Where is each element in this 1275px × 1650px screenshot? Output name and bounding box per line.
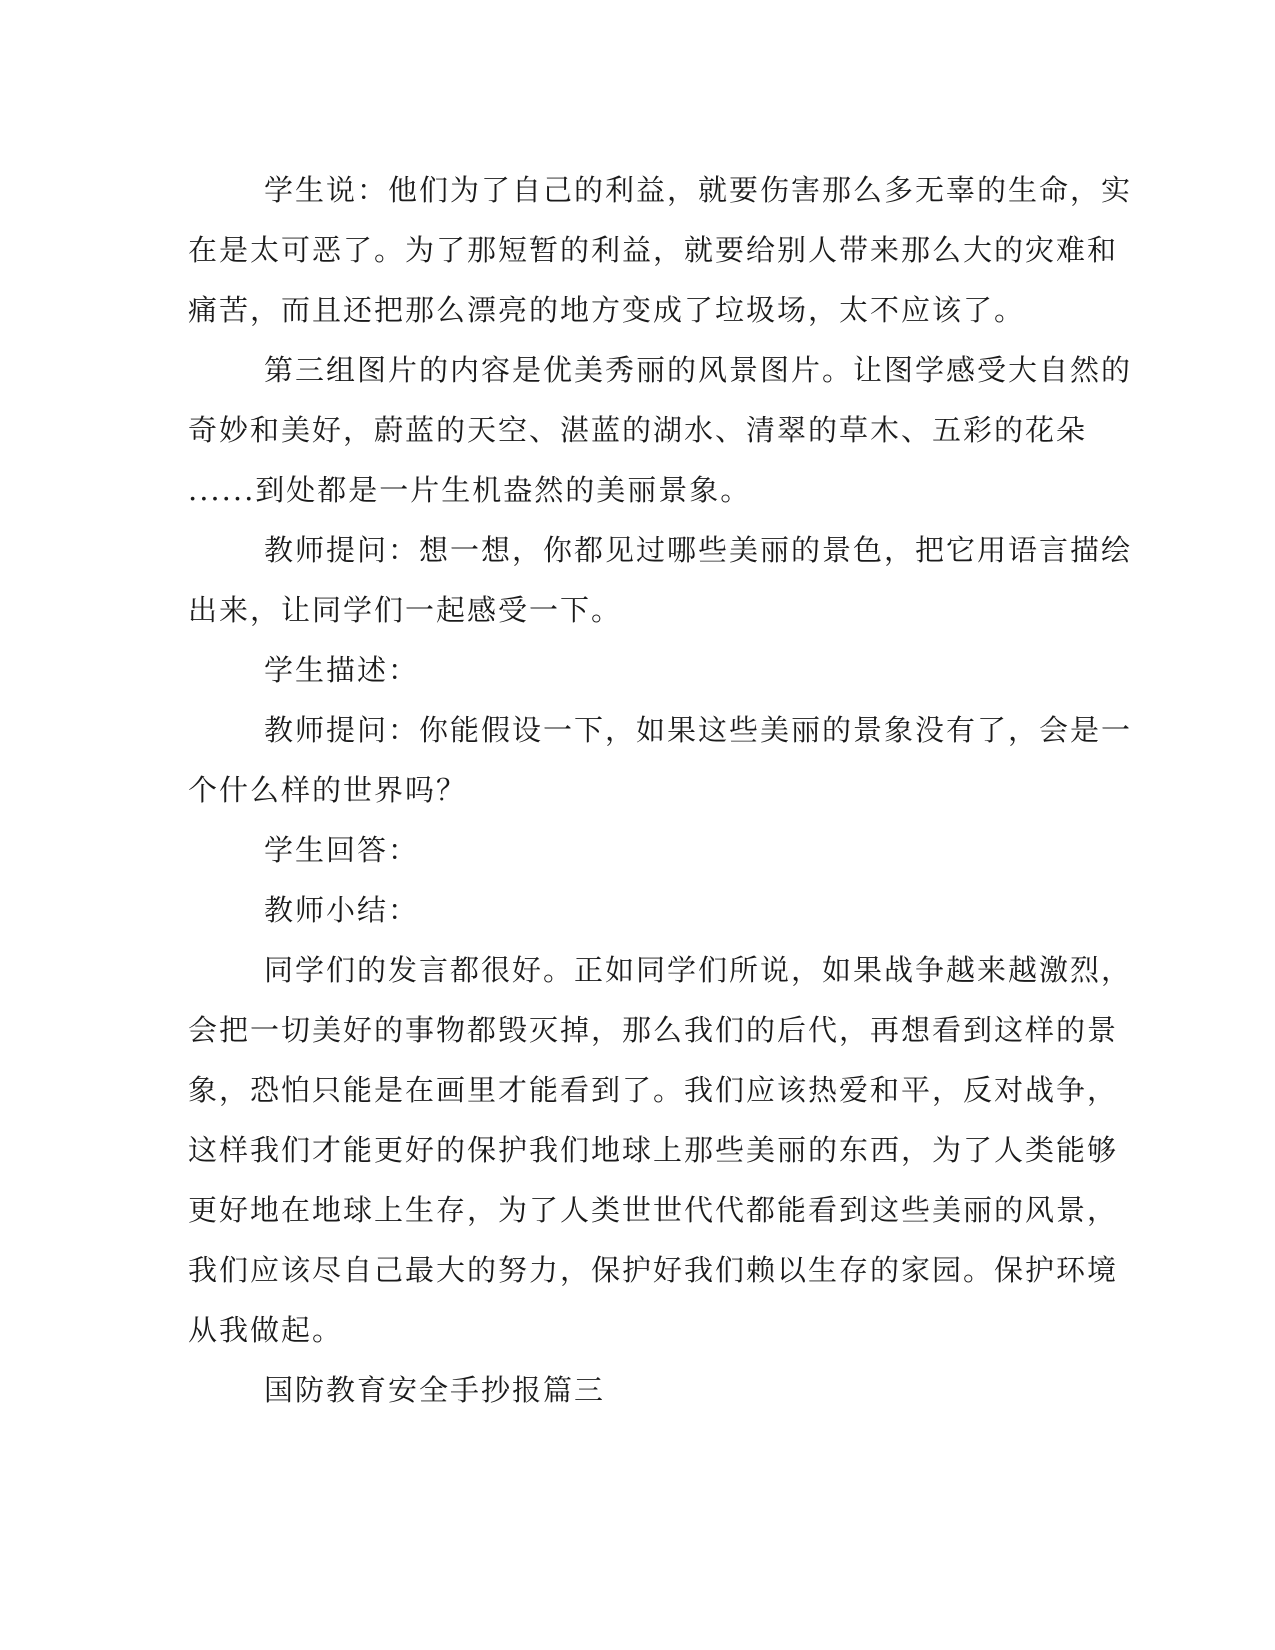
text-line: 教师小结： [264, 893, 420, 927]
text-line: 奇妙和美好，蔚蓝的天空、湛蓝的湖水、清翠的草木、五彩的花朵 [188, 413, 1088, 447]
text-line: 痛苦，而且还把那么漂亮的地方变成了垃圾场，太不应该了。 [188, 293, 1026, 327]
text-line: 同学们的发言都很好。正如同学们所说，如果战争越来越激烈， [264, 953, 1133, 987]
text-line: 学生回答： [264, 833, 420, 867]
section-heading: 国防教育安全手抄报篇三 [264, 1373, 606, 1407]
text-line: 教师提问：想一想，你都见过哪些美丽的景色，把它用语言描绘 [264, 533, 1133, 567]
text-line: 象，恐怕只能是在画里才能看到了。我们应该热爱和平，反对战争， [188, 1073, 1119, 1107]
text-line: 第三组图片的内容是优美秀丽的风景图片。让图学感受大自然的 [264, 353, 1133, 387]
text-line: 会把一切美好的事物都毁灭掉，那么我们的后代，再想看到这样的景 [188, 1013, 1119, 1047]
text-line: 出来，让同学们一起感受一下。 [188, 593, 623, 627]
text-line: 教师提问：你能假设一下，如果这些美丽的景象没有了，会是一 [264, 713, 1133, 747]
text-line: 这样我们才能更好的保护我们地球上那些美丽的东西，为了人类能够 [188, 1133, 1119, 1167]
text-line: 学生说：他们为了自己的利益，就要伤害那么多无辜的生命，实 [264, 173, 1133, 207]
text-line: 更好地在地球上生存，为了人类世世代代都能看到这些美丽的风景， [188, 1193, 1119, 1227]
document-page [188, 160, 1133, 1420]
text-line: 我们应该尽自己最大的努力，保护好我们赖以生存的家园。保护环境 [188, 1253, 1119, 1287]
text-line: 从我做起。 [188, 1313, 344, 1347]
text-line: ......到处都是一片生机盎然的美丽景象。 [188, 473, 752, 507]
text-line: 个什么样的世界吗？ [188, 773, 468, 807]
text-line: 学生描述： [264, 653, 420, 687]
text-line: 在是太可恶了。为了那短暂的利益，就要给别人带来那么大的灾难和 [188, 233, 1119, 267]
